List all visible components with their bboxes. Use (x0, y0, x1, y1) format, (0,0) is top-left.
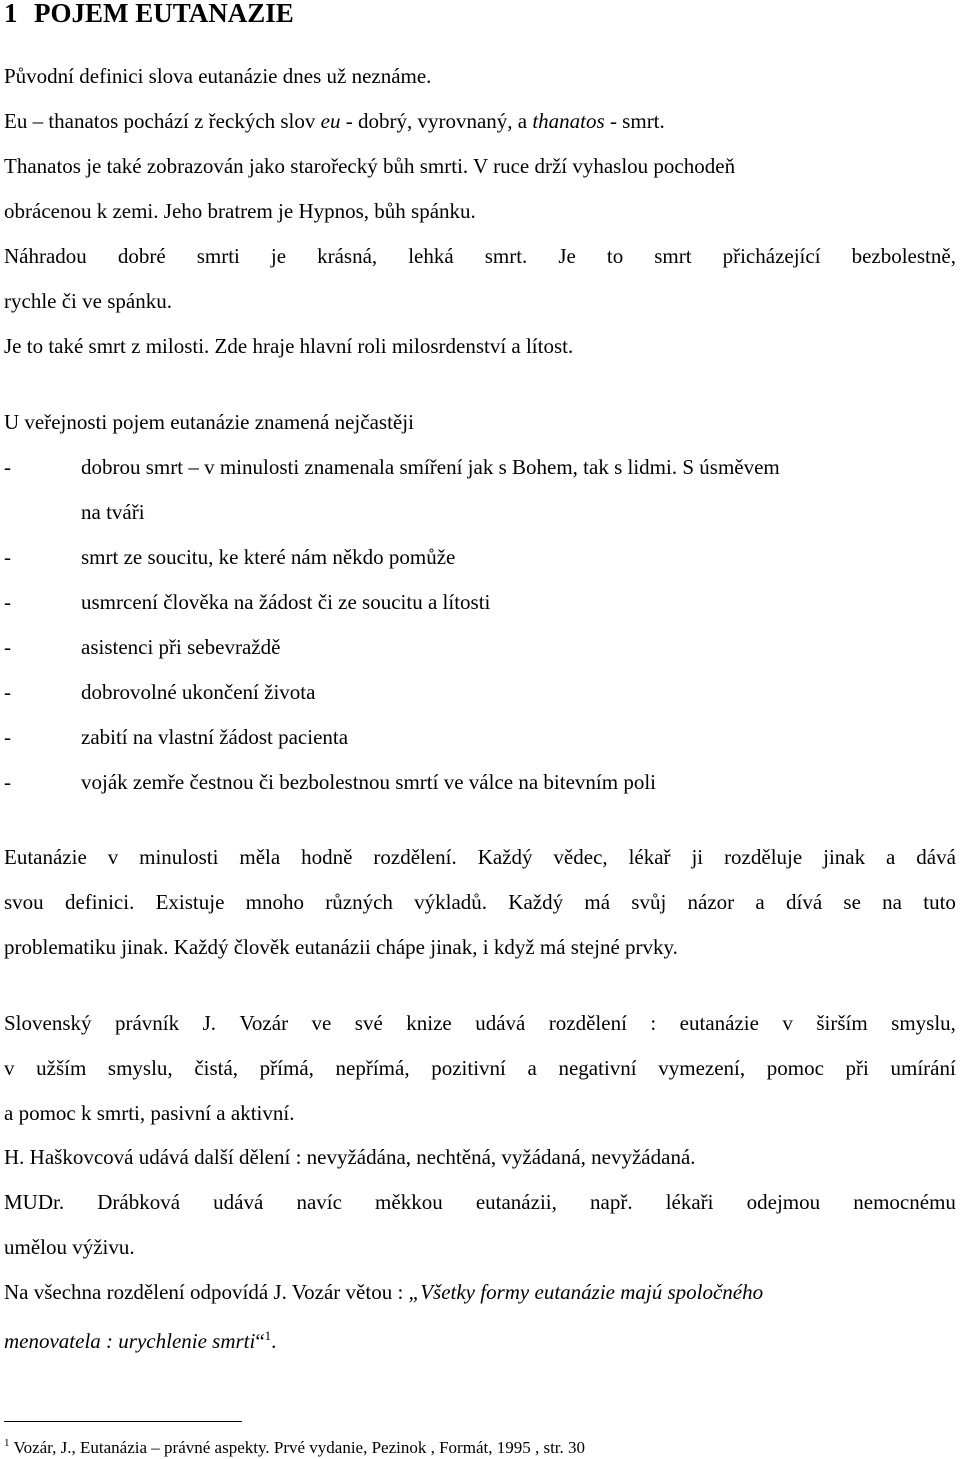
word: Vozár (239, 1011, 289, 1035)
word: Náhradou (4, 244, 87, 268)
list-item (4, 453, 780, 481)
quote-italic: „Všetky formy eutanázie majú spoločného (408, 1280, 764, 1304)
word: ve (311, 1011, 332, 1035)
word: jinak (823, 845, 866, 869)
division-line-2 (4, 888, 956, 916)
word: smrt. (484, 244, 528, 268)
word: smyslu, (891, 1011, 956, 1035)
word: rozdělení. (373, 845, 457, 869)
word: při (845, 1056, 869, 1080)
list-item-text: zabití na vlastní žádost pacienta (81, 725, 349, 749)
word: např. (590, 1190, 633, 1214)
list-item-continuation: na tváři (81, 500, 145, 524)
list-item-text: dobrou smrt – v minulosti znamenala smíření jak s Bohem, tak s lidmi. S úsměvem (81, 455, 780, 479)
footnote (4, 1432, 585, 1459)
word: měkkou (375, 1190, 443, 1214)
word: navíc (296, 1190, 342, 1214)
text-span: Na všechna rozdělení odpovídá J. Vozár větou : (4, 1280, 409, 1304)
word: dává (916, 845, 956, 869)
word: eutanázii, (475, 1190, 557, 1214)
division-line-3: problematiku jinak. Každý člověk eutanázii chápe jinak, i když má stejné prvky. (4, 935, 678, 959)
word: smrt (654, 244, 692, 268)
list-dash: - (4, 635, 11, 659)
word: mnoho (245, 890, 304, 914)
footnote-text: Vozár, J., Eutanázia – právné aspekty. Prvé vydanie, Pezinok , Formát, 1995 , str. 30 (13, 1438, 586, 1457)
list-dash: - (4, 680, 11, 704)
word: přicházející (722, 244, 821, 268)
list-item (4, 768, 656, 796)
list-item-text: dobrovolné ukončení života (81, 680, 316, 704)
word: hodně (301, 845, 353, 869)
public-lead: U veřejnosti pojem eutanázie znamená nejčastěji (4, 410, 414, 434)
authors-line-5 (4, 1188, 956, 1216)
chapter-heading (0, 0, 294, 30)
list-dash: - (4, 590, 11, 614)
list-item (4, 633, 280, 661)
list-item (4, 543, 455, 571)
list-dash: - (4, 770, 11, 794)
intro-line-7: Je to také smrt z milosti. Zde hraje hlavní roli milosrdenství a lítost. (4, 334, 574, 358)
authors-line-1 (4, 1009, 956, 1037)
list-dash: - (4, 455, 11, 479)
word: krásná, (317, 244, 378, 268)
list-item (4, 723, 348, 751)
word: minulosti (139, 845, 219, 869)
word: negativní (558, 1056, 637, 1080)
word: přímá, (259, 1056, 314, 1080)
word: definici. (64, 890, 135, 914)
word: Drábková (97, 1190, 181, 1214)
authors-line-7 (4, 1278, 763, 1306)
word: smrti (196, 244, 240, 268)
text-span: - smrt. (604, 109, 665, 133)
word: lékaři (665, 1190, 714, 1214)
word: nemocnému (853, 1190, 956, 1214)
word: Slovenský (4, 1011, 92, 1035)
word: svou (4, 890, 44, 914)
word: Každý (477, 845, 533, 869)
word: v (782, 1011, 793, 1035)
word: Je (558, 244, 576, 268)
word: vědec, (553, 845, 608, 869)
word: Eutanázie (4, 845, 87, 869)
word: tuto (923, 890, 956, 914)
text-span: - dobrý, vyrovnaný, a (340, 109, 533, 133)
intro-line-1: Původní definici slova eutanázie dnes už neznáme. (4, 64, 432, 88)
list-dash: - (4, 725, 11, 749)
word: udává (475, 1011, 526, 1035)
list-item-text: asistenci při sebevraždě (81, 635, 281, 659)
intro-line-5 (4, 242, 956, 270)
word: na (882, 890, 902, 914)
word: ji (691, 845, 704, 869)
quote-italic: menovatela : urychlenie smrti (4, 1329, 256, 1353)
authors-line-8 (4, 1322, 276, 1355)
word: názor (687, 890, 735, 914)
list-item-text: voják zemře čestnou či bezbolestnou smrtí ve válce na bitevním poli (81, 770, 656, 794)
word: má (584, 890, 611, 914)
word: knize (406, 1011, 452, 1035)
word: to (606, 244, 624, 268)
word: lékař (628, 845, 671, 869)
list-item (4, 588, 490, 616)
list-item (4, 678, 315, 706)
list-item-text: smrt ze soucitu, ke které nám někdo pomůže (81, 545, 456, 569)
intro-line-4: obrácenou k zemi. Jeho bratrem je Hypnos, bůh spánku. (4, 199, 476, 223)
word: se (843, 890, 861, 914)
chapter-number: 1 (4, 0, 18, 28)
word: dívá (786, 890, 823, 914)
word: dobré (117, 244, 166, 268)
word: Každý (508, 890, 564, 914)
word: je (270, 244, 287, 268)
intro-line-6: rychle či ve spánku. (4, 289, 172, 313)
word: J. (202, 1011, 217, 1035)
word: bezbolestně, (851, 244, 956, 268)
word: lehká (408, 244, 454, 268)
authors-line-2 (4, 1054, 956, 1082)
word: pomoc (766, 1056, 824, 1080)
word: své (354, 1011, 383, 1035)
authors-line-4: H. Haškovcová udává další dělení : nevyžádána, nechtěná, vyžádaná, nevyžádaná. (4, 1145, 696, 1169)
authors-line-6: umělou výživu. (4, 1235, 135, 1259)
word: eutanázie (679, 1011, 759, 1035)
text-span: Eu – thanatos pochází z řeckých slov (4, 109, 321, 133)
word: : (650, 1011, 657, 1035)
word: čistá, (194, 1056, 239, 1080)
word: Existuje (155, 890, 225, 914)
word: umírání (890, 1056, 956, 1080)
list-dash: - (4, 545, 11, 569)
word: různých (325, 890, 393, 914)
word: nepřímá, (335, 1056, 410, 1080)
word: užším (36, 1056, 87, 1080)
word: vymezení, (658, 1056, 746, 1080)
footnote-separator (4, 1421, 242, 1422)
division-line-1 (4, 843, 956, 871)
intro-line-3: Thanatos je také zobrazován jako starořecký bůh smrti. V ruce drží vyhaslou pochodeň (4, 154, 736, 178)
word: v (4, 1056, 15, 1080)
word: MUDr. (4, 1190, 65, 1214)
italic-term-thanatos: thanatos (532, 109, 605, 133)
footnote-reference: 1 (264, 1328, 272, 1343)
word: odejmou (746, 1190, 821, 1214)
word: a (755, 890, 765, 914)
intro-line-2 (4, 107, 665, 135)
authors-line-3: a pomoc k smrti, pasivní a aktivní. (4, 1101, 295, 1125)
word: smyslu, (107, 1056, 173, 1080)
text-span: . (271, 1329, 277, 1353)
word: a (886, 845, 896, 869)
word: právník (114, 1011, 180, 1035)
word: pozitivní (431, 1056, 506, 1080)
word: svůj (631, 890, 667, 914)
word: širším (816, 1011, 868, 1035)
word: rozdělení (548, 1011, 627, 1035)
word: měla (239, 845, 281, 869)
italic-term-eu: eu (320, 109, 341, 133)
word: udává (213, 1190, 264, 1214)
closing-quote: “ (255, 1329, 265, 1353)
word: rozděluje (724, 845, 803, 869)
footnote-mark: 1 (4, 1437, 10, 1449)
word: v (107, 845, 119, 869)
chapter-title: POJEM EUTANAZIE (34, 0, 294, 28)
list-item-text: usmrcení člověka na žádost či ze soucitu a lítosti (81, 590, 491, 614)
word: výkladů. (414, 890, 488, 914)
word: a (527, 1056, 537, 1080)
